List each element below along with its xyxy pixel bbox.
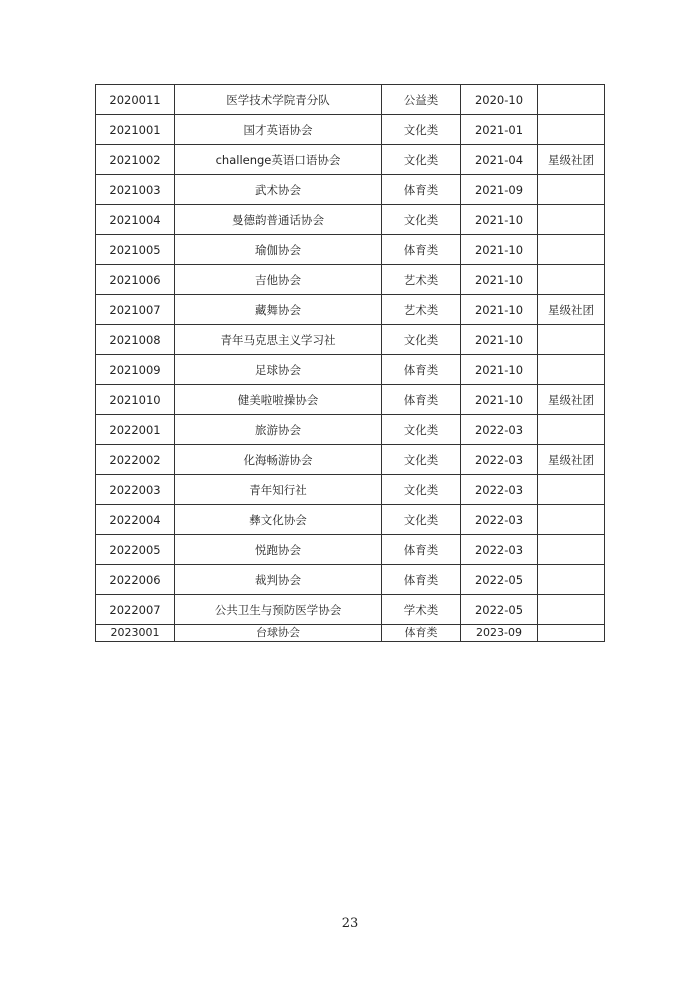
club-id-cell: 2021006 — [96, 265, 175, 295]
club-note-cell — [538, 535, 605, 565]
founded-date-cell: 2021-09 — [461, 175, 538, 205]
club-type-cell: 文化类 — [382, 115, 461, 145]
club-name-cell: 悦跑协会 — [175, 535, 382, 565]
club-name-cell: 公共卫生与预防医学协会 — [175, 595, 382, 625]
table-row — [96, 115, 605, 145]
club-id-cell: 2021010 — [96, 385, 175, 415]
founded-date-cell: 2023-09 — [461, 625, 538, 642]
founded-date-cell: 2022-03 — [461, 505, 538, 535]
club-type-cell: 体育类 — [382, 355, 461, 385]
club-type-cell: 文化类 — [382, 205, 461, 235]
club-type-cell: 文化类 — [382, 145, 461, 175]
founded-date-cell: 2021-10 — [461, 205, 538, 235]
table-row — [96, 535, 605, 565]
club-id-cell: 2022002 — [96, 445, 175, 475]
club-name-cell: 藏舞协会 — [175, 295, 382, 325]
club-note-cell: 星级社团 — [538, 385, 605, 415]
table-row — [96, 265, 605, 295]
club-name-cell: 裁判协会 — [175, 565, 382, 595]
club-note-cell — [538, 85, 605, 115]
club-name-cell: 青年马克思主义学习社 — [175, 325, 382, 355]
club-id-cell: 2021004 — [96, 205, 175, 235]
table-row — [96, 475, 605, 505]
table-row — [96, 415, 605, 445]
club-note-cell — [538, 355, 605, 385]
club-id-cell: 2021009 — [96, 355, 175, 385]
club-id-cell: 2021007 — [96, 295, 175, 325]
club-type-cell: 公益类 — [382, 85, 461, 115]
table-row — [96, 505, 605, 535]
club-name-cell: 足球协会 — [175, 355, 382, 385]
club-name-cell: 曼德韵普通话协会 — [175, 205, 382, 235]
table-row — [96, 565, 605, 595]
club-id-cell: 2022001 — [96, 415, 175, 445]
club-name-cell: 吉他协会 — [175, 265, 382, 295]
table-row — [96, 355, 605, 385]
table-row — [96, 85, 605, 115]
club-type-cell: 文化类 — [382, 415, 461, 445]
club-type-cell: 体育类 — [382, 175, 461, 205]
club-note-cell: 星级社团 — [538, 145, 605, 175]
club-name-cell: challenge英语口语协会 — [175, 145, 382, 175]
table-row — [96, 175, 605, 205]
club-name-cell: 彝文化协会 — [175, 505, 382, 535]
club-id-cell: 2022006 — [96, 565, 175, 595]
founded-date-cell: 2021-10 — [461, 295, 538, 325]
table-row — [96, 205, 605, 235]
table-row — [96, 325, 605, 355]
club-type-cell: 体育类 — [382, 565, 461, 595]
club-id-cell: 2021001 — [96, 115, 175, 145]
table-row — [96, 385, 605, 415]
club-id-cell: 2021002 — [96, 145, 175, 175]
club-note-cell — [538, 115, 605, 145]
founded-date-cell: 2022-03 — [461, 445, 538, 475]
founded-date-cell: 2021-04 — [461, 145, 538, 175]
club-note-cell — [538, 265, 605, 295]
club-note-cell — [538, 415, 605, 445]
club-name-cell: 台球协会 — [175, 625, 382, 642]
table-row — [96, 295, 605, 325]
table-row — [96, 445, 605, 475]
club-name-cell: 旅游协会 — [175, 415, 382, 445]
table-row — [96, 145, 605, 175]
club-type-cell: 体育类 — [382, 235, 461, 265]
club-name-cell: 医学技术学院青分队 — [175, 85, 382, 115]
founded-date-cell: 2022-05 — [461, 595, 538, 625]
club-name-cell: 国才英语协会 — [175, 115, 382, 145]
club-id-cell: 2020011 — [96, 85, 175, 115]
club-type-cell: 体育类 — [382, 385, 461, 415]
founded-date-cell: 2022-03 — [461, 535, 538, 565]
founded-date-cell: 2021-10 — [461, 265, 538, 295]
club-name-cell: 瑜伽协会 — [175, 235, 382, 265]
club-id-cell: 2022003 — [96, 475, 175, 505]
club-type-cell: 艺术类 — [382, 265, 461, 295]
founded-date-cell: 2021-01 — [461, 115, 538, 145]
club-note-cell — [538, 595, 605, 625]
founded-date-cell: 2021-10 — [461, 385, 538, 415]
club-name-cell: 化海畅游协会 — [175, 445, 382, 475]
founded-date-cell: 2021-10 — [461, 325, 538, 355]
founded-date-cell: 2021-10 — [461, 235, 538, 265]
table-row — [96, 235, 605, 265]
founded-date-cell: 2020-10 — [461, 85, 538, 115]
table-row — [96, 595, 605, 625]
club-note-cell: 星级社团 — [538, 295, 605, 325]
club-type-cell: 体育类 — [382, 535, 461, 565]
club-name-cell: 青年知行社 — [175, 475, 382, 505]
table-row — [96, 625, 605, 642]
club-note-cell — [538, 175, 605, 205]
club-note-cell — [538, 325, 605, 355]
club-type-cell: 文化类 — [382, 325, 461, 355]
page-number: 23 — [341, 916, 359, 931]
founded-date-cell: 2022-03 — [461, 415, 538, 445]
club-note-cell — [538, 505, 605, 535]
club-name-cell: 武术协会 — [175, 175, 382, 205]
club-type-cell: 学术类 — [382, 595, 461, 625]
club-id-cell: 2022004 — [96, 505, 175, 535]
club-name-cell: 健美啦啦操协会 — [175, 385, 382, 415]
founded-date-cell: 2022-03 — [461, 475, 538, 505]
club-registry-table — [95, 84, 605, 642]
club-id-cell: 2022005 — [96, 535, 175, 565]
club-type-cell: 文化类 — [382, 445, 461, 475]
club-type-cell: 文化类 — [382, 505, 461, 535]
club-type-cell: 文化类 — [382, 475, 461, 505]
table-body — [96, 85, 605, 642]
club-note-cell — [538, 475, 605, 505]
club-type-cell: 体育类 — [382, 625, 461, 642]
club-id-cell: 2023001 — [96, 625, 175, 642]
club-id-cell: 2021003 — [96, 175, 175, 205]
club-id-cell: 2021005 — [96, 235, 175, 265]
club-note-cell — [538, 565, 605, 595]
club-type-cell: 艺术类 — [382, 295, 461, 325]
club-id-cell: 2021008 — [96, 325, 175, 355]
club-note-cell — [538, 205, 605, 235]
founded-date-cell: 2022-05 — [461, 565, 538, 595]
club-note-cell — [538, 235, 605, 265]
founded-date-cell: 2021-10 — [461, 355, 538, 385]
club-note-cell: 星级社团 — [538, 445, 605, 475]
club-id-cell: 2022007 — [96, 595, 175, 625]
club-note-cell — [538, 625, 605, 642]
